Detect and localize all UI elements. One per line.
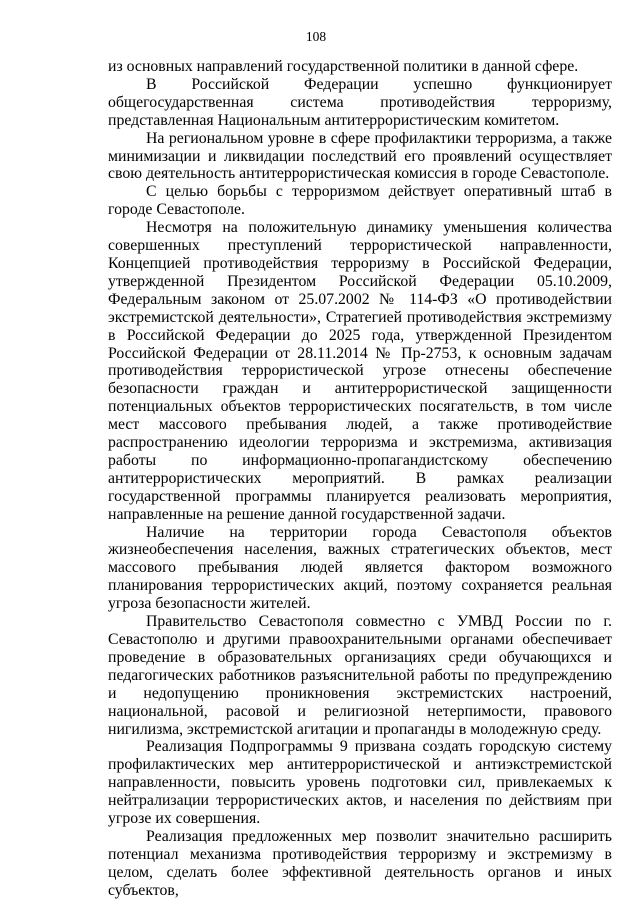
paragraph: Наличие на территории города Севастополя объектов жизнеобеспечения населения, важных стратегических объектов, мест массового пребывания людей является фактором возможного планирования террористических акций, поэтому сохраняется реальная угроза безопасности жителей. — [108, 523, 612, 613]
paragraph: Реализация Подпрограммы 9 призвана создать городскую систему профилактических мер антитеррористической и антиэкстремистской направленности, повысить уровень подготовки сил, привлекаемых к нейтрализации террористических актов, и населения по действиям при угрозе их совершения. — [108, 738, 612, 828]
page-number: 108 — [305, 29, 327, 44]
paragraph: С целью борьбы с терроризмом действует оперативный штаб в городе Севастополе. — [108, 183, 612, 219]
paragraph: Правительство Севастополя совместно с УМВД России по г. Севастополю и другими правоохранительными органами обеспечивает проведение в образовательных организациях среди обучающихся и педагогических работников разъяснительной работы по предупреждению и недопущению проникновения экстремистских настроений, национальной, расовой и религиозной нетерпимости, правового нигилизма, экстремистской агитации и пропаганды в молодежную среду. — [108, 613, 612, 738]
paragraph-continuation: из основных направлений государственной политики в данной сфере. — [108, 58, 579, 75]
document-body — [108, 58, 612, 900]
paragraph: В Российской Федерации успешно функционирует общегосударственная система противодействия терроризму, представленная Национальным антитеррористическим комитетом. — [108, 75, 612, 129]
paragraph: Реализация предложенных мер позволит значительно расширить потенциал механизма противодействия терроризму и экстремизму в целом, сделать более эффективной деятельность органов и иных субъектов, — [108, 827, 612, 899]
paragraph: На региональном уровне в сфере профилактики терроризма, а также минимизации и ликвидации последствий его проявлений осуществляет свою деятельность антитеррористическая комиссия в городе Севастополе. — [108, 129, 612, 183]
paragraph: Несмотря на положительную динамику уменьшения количества совершенных преступлений террористической направленности, Концепцией противодействия терроризму в Российской Федерации, утвержденной Президентом Российской Федерации 05.10.2009, Федеральным законом от 25.07.2002 № 114-ФЗ «О противодействии экстремистской деятельности», Стратегией противодействия экстремизму в Российской Федерации до 2025 года, утвержденной Президентом Российской Федерации от 28.11.2014 № Пр-2753, к основным задачам противодействия террористической угрозе отнесены обеспечение безопасности граждан и антитеррористической защищенности потенциальных объектов террористических посягательств, в том числе мест массового пребывания людей, а также противодействие распространению идеологии терроризма и экстремизма, активизация работы по информационно-пропагандистскому обеспечению антитеррористических мероприятий. В рамках реализации государственной программы планируется реализовать мероприятия, направленные на решение данной государственной задачи. — [108, 219, 612, 523]
